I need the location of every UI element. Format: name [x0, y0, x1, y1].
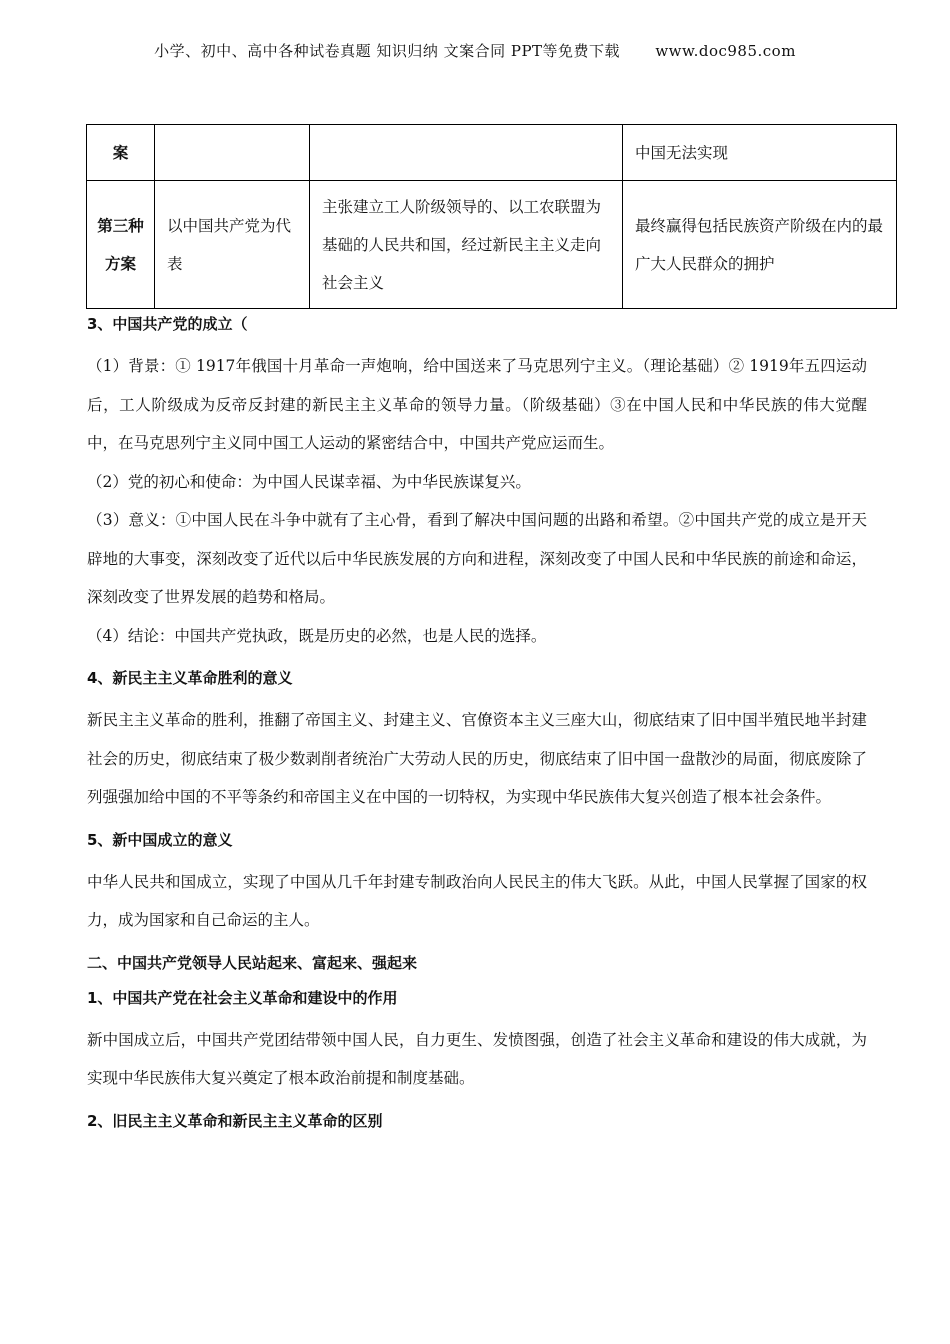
section-heading: 1、中国共产党在社会主义革命和建设中的作用 — [87, 988, 398, 1007]
table-cell-label: 案 — [87, 125, 155, 181]
document-body — [87, 314, 867, 1131]
table-cell: 以中国共产党为代表 — [155, 181, 310, 309]
paragraph: （1）背景：① 1917年俄国十月革命一声炮响，给中国送来了马克思列宁主义。（理论基础）② 1919年五四运动后，工人阶级成为反帝反封建的新民主主义革命的领导力量。（阶级基础）③在中国人民和中华民族的伟大觉醒中，在马克思列宁主义同中国工人运动的紧密结合中，中国共产党应运而生。 — [87, 357, 867, 452]
paragraph: （2）党的初心和使命：为中国人民谋幸福、为中华民族谋复兴。 — [87, 472, 531, 491]
table-row — [87, 125, 897, 181]
header-site-link[interactable]: www.doc985.com — [655, 42, 796, 60]
table-cell-label: 第三种方案 — [87, 181, 155, 309]
table-row — [87, 181, 897, 309]
section-heading: 3、中国共产党的成立（ — [87, 315, 248, 333]
part-heading: 二、中国共产党领导人民站起来、富起来、强起来 — [87, 953, 418, 972]
paragraph: 中华人民共和国成立，实现了中国从几千年封建专制政治向人民民主的伟大飞跃。从此，中国人民掌握了国家的权力，成为国家和自己命运的主人。 — [87, 872, 867, 929]
paragraph: 新中国成立后，中国共产党团结带领中国人民，自力更生、发愤图强，创造了社会主义革命和建设的伟大成就，为实现中华民族伟大复兴奠定了根本政治前提和制度基础。 — [87, 1030, 867, 1087]
section-heading: 5、新中国成立的意义 — [87, 830, 233, 849]
table-cell — [155, 125, 310, 181]
section-heading: 4、新民主主义革命胜利的意义 — [87, 669, 293, 687]
table-cell — [310, 125, 623, 181]
table-cell: 最终赢得包括民族资产阶级在内的最广大人民群众的拥护 — [623, 181, 897, 309]
paragraph: （3）意义：①中国人民在斗争中就有了主心骨，看到了解决中国问题的出路和希望。②中国共产党的成立是开天辟地的大事变，深刻改变了近代以后中华民族发展的方向和进程，深刻改变了中国人民和中华民族的前途和命运，深刻改变了世界发展的趋势和格局。 — [87, 511, 867, 606]
header-tagline: 小学、初中、高中各种试卷真题 知识归纳 文案合同 PPT等免费下载 — [154, 42, 621, 60]
paragraph: （4）结论：中国共产党执政，既是历史的必然，也是人民的选择。 — [87, 626, 547, 645]
section-heading: 2、旧民主主义革命和新民主主义革命的区别 — [87, 1111, 383, 1130]
paragraph: 新民主主义革命的胜利，推翻了帝国主义、封建主义、官僚资本主义三座大山，彻底结束了旧中国半殖民地半封建社会的历史，彻底结束了极少数剥削者统治广大劳动人民的历史，彻底结束了旧中国一盘散沙的局面，彻底废除了列强强加给中国的不平等条约和帝国主义在中国的一切特权，为实现中华民族伟大复兴创造了根本社会条件。 — [87, 711, 867, 806]
page-header — [0, 40, 950, 61]
table-cell: 中国无法实现 — [623, 125, 897, 181]
table-cell: 主张建立工人阶级领导的、以工农联盟为基础的人民共和国，经过新民主主义走向社会主义 — [310, 181, 623, 309]
comparison-table — [86, 124, 897, 309]
